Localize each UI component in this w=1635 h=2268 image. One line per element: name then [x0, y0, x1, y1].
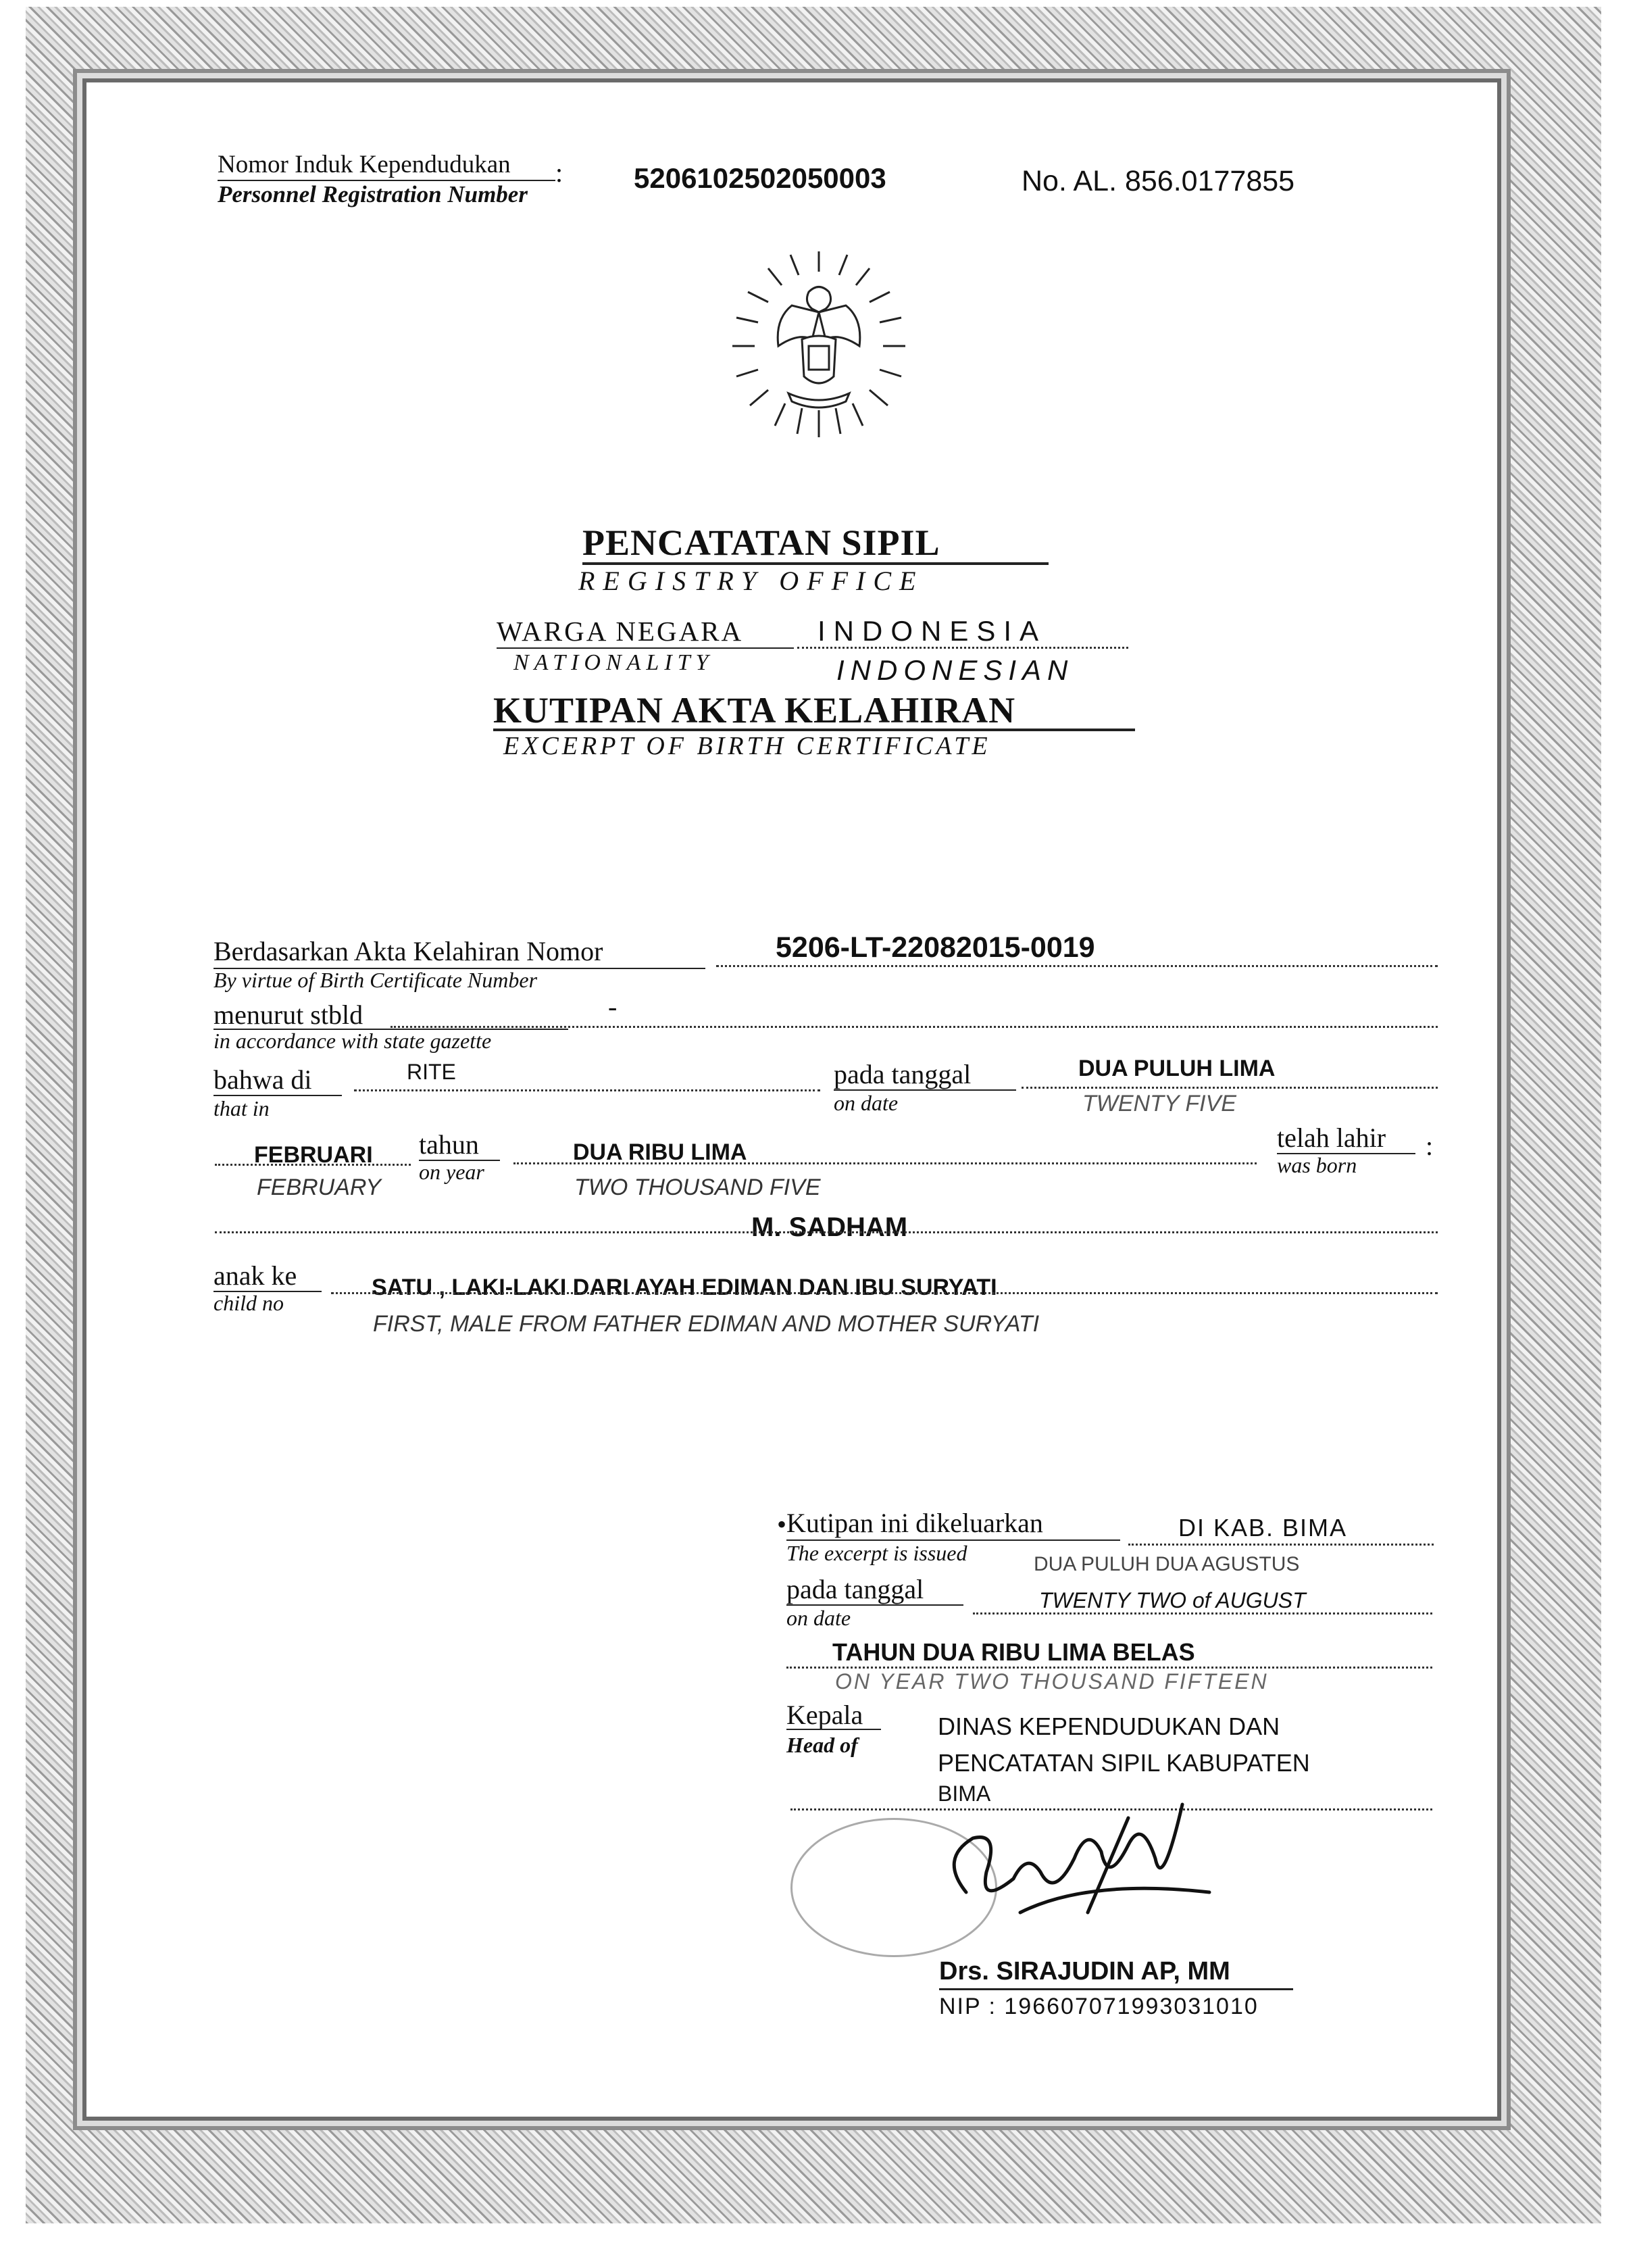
issue-date-value-en: TWENTY TWO of AUGUST [1039, 1588, 1306, 1612]
issued-place-dotline [1128, 1544, 1434, 1546]
official-name: Drs. SIRAJUDIN AP, MM [939, 1957, 1230, 1986]
office-title-en: REGISTRY OFFICE [578, 566, 924, 596]
year-label-en: on year [419, 1160, 484, 1184]
born-label: telah lahir [1277, 1123, 1386, 1153]
date-value: DUA PULUH LIMA [1078, 1056, 1276, 1081]
child-order-label-en: child no [213, 1291, 284, 1315]
issue-date-dotline [973, 1612, 1432, 1614]
name-dotline [215, 1231, 1438, 1233]
year-label: tahun [419, 1129, 479, 1160]
year-value: DUA RIBU LIMA [573, 1139, 747, 1165]
stbld-dotline [391, 1026, 1438, 1028]
cert-number-value: 5206-LT-22082015-0019 [776, 931, 1095, 964]
nik-label: Nomor Induk Kependudukan [218, 151, 511, 178]
year-value-en: TWO THOUSAND FIVE [574, 1175, 821, 1200]
document-title-en: EXCERPT OF BIRTH CERTIFICATE [503, 732, 991, 760]
month-value: FEBRUARI [254, 1142, 373, 1168]
head-value-line2: PENCATATAN SIPIL KABUPATEN [938, 1749, 1310, 1777]
nationality-dotline [797, 647, 1128, 649]
cert-number-label: Berdasarkan Akta Kelahiran Nomor [213, 936, 603, 966]
issue-year-dotline [786, 1667, 1432, 1669]
cert-number-dotline [716, 965, 1438, 967]
child-name: M. SADHAM [751, 1212, 908, 1242]
issue-date-label-en: on date [786, 1606, 851, 1630]
born-colon: : [1426, 1131, 1434, 1161]
head-label: Kepala [786, 1700, 863, 1730]
date-label: pada tanggal [834, 1059, 972, 1089]
nationality-value: INDONESIA [818, 615, 1047, 647]
serial-number: No. AL. 856.0177855 [1022, 165, 1295, 197]
nationality-value-en: INDONESIAN [836, 654, 1074, 686]
office-title: PENCATATAN SIPIL [582, 522, 940, 563]
month-value-en: FEBRUARY [257, 1175, 381, 1200]
place-label-en: that in [213, 1096, 270, 1120]
stbld-value: - [608, 991, 618, 1022]
nationality-label-underline [497, 647, 794, 649]
child-order-value-en: FIRST, MALE FROM FATHER EDIMAN AND MOTHER SURYATI [373, 1311, 1040, 1337]
official-name-underline [939, 1988, 1293, 1990]
child-order-value: SATU , LAKI-LAKI DARI AYAH EDIMAN DAN IBU SURYATI [372, 1275, 997, 1300]
nik-value: 5206102502050003 [634, 162, 886, 194]
date-label-en: on date [834, 1091, 899, 1115]
issue-year-value: TAHUN DUA RIBU LIMA BELAS [832, 1638, 1195, 1666]
stbld-label-en: in accordance with state gazette [213, 1029, 492, 1053]
official-nip: NIP : 196607071993031010 [939, 1994, 1259, 2019]
born-label-en: was born [1277, 1153, 1357, 1177]
nik-colon: : [555, 157, 563, 188]
garuda-emblem-icon [718, 245, 920, 447]
nationality-label: WARGA NEGARA [497, 616, 744, 647]
place-dotline [354, 1089, 820, 1091]
head-label-underline [786, 1729, 881, 1730]
issued-label-en: The excerpt is issued [786, 1541, 967, 1565]
head-value-line3: BIMA [938, 1781, 991, 1806]
head-value-line1: DINAS KEPENDUDUKAN DAN [938, 1712, 1280, 1740]
issued-bullet: • [777, 1509, 787, 1539]
head-label-en: Head of [786, 1733, 858, 1757]
child-order-dotline [331, 1292, 1438, 1294]
month-dotline [215, 1164, 411, 1166]
date-value-en: TWENTY FIVE [1082, 1091, 1236, 1116]
stbld-label: menurut stbld [213, 1000, 363, 1030]
nationality-label-en: NATIONALITY [513, 650, 714, 675]
handwritten-signature [926, 1777, 1223, 1953]
nik-label-en: Personnel Registration Number [218, 181, 528, 207]
place-value: RITE [407, 1060, 456, 1084]
issue-date-value: DUA PULUH DUA AGUSTUS [1034, 1553, 1300, 1575]
issue-year-value-en: ON YEAR TWO THOUSAND FIFTEEN [835, 1669, 1269, 1694]
date-dotline [1022, 1087, 1438, 1089]
place-label: bahwa di [213, 1064, 312, 1095]
issued-place: DI KAB. BIMA [1178, 1514, 1348, 1542]
document-title: KUTIPAN AKTA KELAHIRAN [493, 690, 1016, 731]
cert-number-label-en: By virtue of Birth Certificate Number [213, 968, 538, 992]
issue-date-label: pada tanggal [786, 1574, 924, 1604]
child-order-label: anak ke [213, 1260, 297, 1291]
year-dotline [513, 1162, 1257, 1164]
issued-label: Kutipan ini dikeluarkan [786, 1508, 1043, 1538]
